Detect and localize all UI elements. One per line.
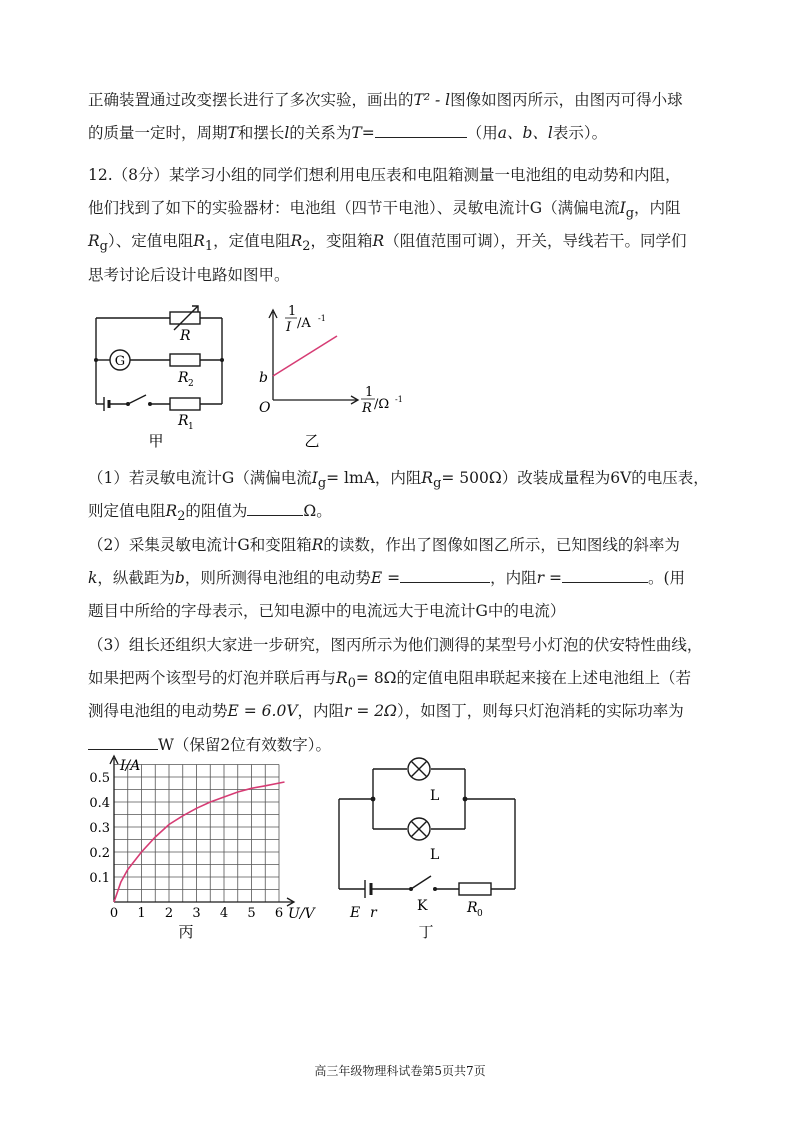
symbol-T: T (227, 124, 238, 142)
answer-blank-R2[interactable] (247, 501, 303, 516)
y-tick-label: 0.3 (89, 821, 110, 836)
symbol-R1: R (193, 232, 205, 250)
text-segment: ，变阻箱 (310, 232, 373, 250)
lamp-label-L1: L (430, 788, 440, 804)
q12-line-2 (88, 196, 681, 221)
subscript: g (625, 206, 635, 222)
x-tick-label: 6 (274, 906, 284, 921)
text-segment: （阻值范围可调），开关，导线若干。同学们 (384, 232, 687, 250)
figure-ding-circuit (335, 752, 535, 947)
caption-yi: 乙 (304, 432, 320, 450)
text-segment: （1）若灵敏电流计G（满偏电流 (88, 469, 312, 487)
text-segment: 表示）。 (552, 124, 608, 142)
text-segment: ，则所测得电池组的电动势 (184, 569, 371, 587)
text-segment: 12.（8分）某学习小组的同学们想利用电压表和电阻箱测量一电池组的电动势和内阻， (88, 166, 681, 184)
t2-l-symbol: T² - l (413, 91, 451, 109)
answer-blank-r[interactable] (562, 568, 648, 583)
symbol-R2: R (165, 502, 178, 520)
y-unit: /A (297, 316, 311, 331)
text-segment: 的读数，作出了图像如图乙所示，已知图线的斜率为 (323, 536, 680, 554)
x-axis-label: U/V (288, 906, 315, 922)
text-segment: 和摆长 (237, 124, 285, 142)
text-segment: 则定值电阻 (88, 502, 166, 520)
text-segment: 。(用 (647, 569, 686, 587)
text-segment: 的阻值为 (185, 502, 248, 520)
y-tick-label: 0.5 (89, 771, 110, 786)
lamp-label-L2: L (430, 847, 440, 863)
text-segment: （2）采集灵敏电流计G和变阻箱 (88, 536, 312, 554)
x-tick-label: 1 (137, 906, 146, 921)
x-tick-label: 3 (192, 906, 201, 921)
sub3-line-1 (88, 633, 702, 655)
caption-bing: 丙 (178, 923, 194, 941)
text-segment: ），如图丁，则每只灯泡消耗的实际功率为 (397, 702, 684, 720)
x-tick-label: 5 (247, 906, 256, 921)
text-segment: 正确装置通过改变摆长进行了多次实验，画出的 (88, 91, 414, 109)
text-segment: 如果把两个该型号的灯泡并联后再与 (88, 669, 337, 687)
value-r: r = 2Ω (344, 702, 397, 720)
text-segment: 的关系为 (289, 124, 352, 142)
q12-line-1 (88, 163, 681, 185)
symbol-Rg: R (88, 232, 100, 250)
text-segment: ，定值电阻 (213, 232, 291, 250)
galvanometer-label: G (114, 354, 126, 369)
value-Ig: = lmA (326, 469, 375, 487)
label-R1: R (178, 413, 189, 429)
figure-jia-circuit (88, 300, 248, 450)
symbol-l: l (284, 124, 290, 142)
text-segment: W（保留2位有效数字）。 (158, 736, 332, 754)
x-tick-label: 2 (164, 906, 174, 921)
text-segment: ，内阻 (374, 469, 422, 487)
x-den: R (362, 401, 372, 416)
y-den: I (286, 320, 292, 335)
label-E: E (350, 905, 361, 921)
q12-line-4 (88, 263, 290, 285)
text-segment: ，内阻 (490, 569, 537, 587)
label-R: R (180, 328, 191, 344)
symbol-R: R (311, 536, 324, 554)
text-segment: 题目中所给的字母表示，已知电源中的电流远大于电流计G中的电流） (88, 602, 566, 620)
para-line-2 (88, 121, 607, 143)
y-tick-label: 0.2 (89, 846, 110, 861)
symbol-Ig: I (619, 199, 626, 217)
sub3-line-2 (88, 666, 691, 691)
symbol-T-eq: T= (351, 124, 375, 142)
text-segment: ，内阻 (297, 702, 345, 720)
sub1-line-1 (88, 466, 709, 491)
sub2-line-3 (88, 599, 565, 621)
text-segment: （用 (466, 124, 498, 142)
text-segment: 他们找到了如下的实验器材：电池组（四节干电池）、灵敏电流计G（满偏电流 (88, 199, 620, 217)
sub3-line-3 (88, 699, 684, 721)
symbol-k: k (88, 569, 98, 587)
origin-O: O (259, 400, 271, 416)
subscript: 2 (302, 239, 311, 255)
value-E: E = 6.0V (227, 702, 298, 720)
subscript: 1 (204, 239, 214, 255)
subscript: g (99, 239, 108, 255)
symbol-E-eq: E = (370, 569, 401, 587)
figure-yi-graph (255, 300, 405, 450)
subscript: g (317, 476, 327, 492)
answer-blank-T[interactable] (375, 123, 467, 138)
label-R2: R (178, 370, 189, 386)
subscript: g (433, 476, 442, 492)
y-num: 1 (288, 304, 297, 319)
subscript: 0 (347, 676, 356, 692)
value-Rg: = 500Ω (441, 469, 502, 487)
answer-blank-E[interactable] (400, 568, 490, 583)
value-R0: = 8Ω (355, 669, 397, 687)
symbol-Ig: I (311, 469, 318, 487)
y-exp: -1 (318, 314, 326, 323)
switch-label-K: K (417, 898, 428, 914)
symbols-abl: a、b、l (497, 124, 553, 142)
x-unit: /Ω (374, 397, 390, 412)
y-tick-label: 0.4 (89, 796, 110, 811)
label-R0: R (467, 900, 478, 916)
text-segment: Ω。 (303, 502, 332, 520)
x-tick-label: 4 (219, 906, 229, 921)
text-segment: 的质量一定时，周期 (88, 124, 228, 142)
text-segment: ，内阻 (634, 199, 681, 217)
text-segment: 的定值电阻串联起来接在上述电池组上（若 (396, 669, 692, 687)
q12-line-3 (88, 229, 686, 254)
x-exp: -1 (395, 395, 403, 404)
symbol-b: b (174, 569, 185, 587)
subscript: 2 (177, 509, 186, 525)
text-segment: 思考讨论后设计电路如图甲。 (88, 266, 290, 284)
caption-ding: 丁 (418, 923, 434, 941)
text-segment: ）、定值电阻 (107, 232, 194, 250)
label-R1-sub: 1 (188, 422, 194, 432)
x-num: 1 (365, 385, 374, 400)
intercept-b: b (259, 370, 268, 386)
linear-fit-line (273, 336, 337, 376)
y-axis-label: I/A (120, 758, 141, 774)
para-line-1 (88, 88, 683, 110)
symbol-Rg: R (421, 469, 434, 487)
symbol-R: R (372, 232, 385, 250)
text-segment: ，纵截距为 (97, 569, 175, 587)
symbol-r-eq: r = (536, 569, 562, 587)
figure-bing-chart (88, 752, 328, 947)
label-r: r (370, 905, 377, 921)
text-segment: （3）组长还组织大家进一步研究，图丙所示为他们测得的某型号小灯泡的伏安特性曲线， (88, 636, 703, 654)
page-footer: 高三年级物理科试卷第5页共7页 (314, 1064, 486, 1078)
label-R0-sub: 0 (477, 909, 483, 919)
text-segment: 图像如图丙所示，由图丙可得小球 (450, 91, 683, 109)
sub2-line-2 (88, 566, 685, 588)
y-tick-label: 0.1 (89, 871, 110, 886)
iv-curve (114, 782, 285, 902)
sub2-line-1 (88, 533, 680, 555)
caption-jia: 甲 (148, 432, 164, 450)
sub1-line-2 (88, 499, 332, 524)
text-segment: 测得电池组的电动势 (88, 702, 228, 720)
label-R2-sub: 2 (188, 379, 194, 389)
x-tick-label: 0 (109, 906, 119, 921)
symbol-R2: R (290, 232, 303, 250)
symbol-R0: R (336, 669, 348, 687)
text-segment: ）改装成量程为6V的电压表， (501, 469, 709, 487)
answer-blank-power[interactable] (88, 735, 158, 750)
